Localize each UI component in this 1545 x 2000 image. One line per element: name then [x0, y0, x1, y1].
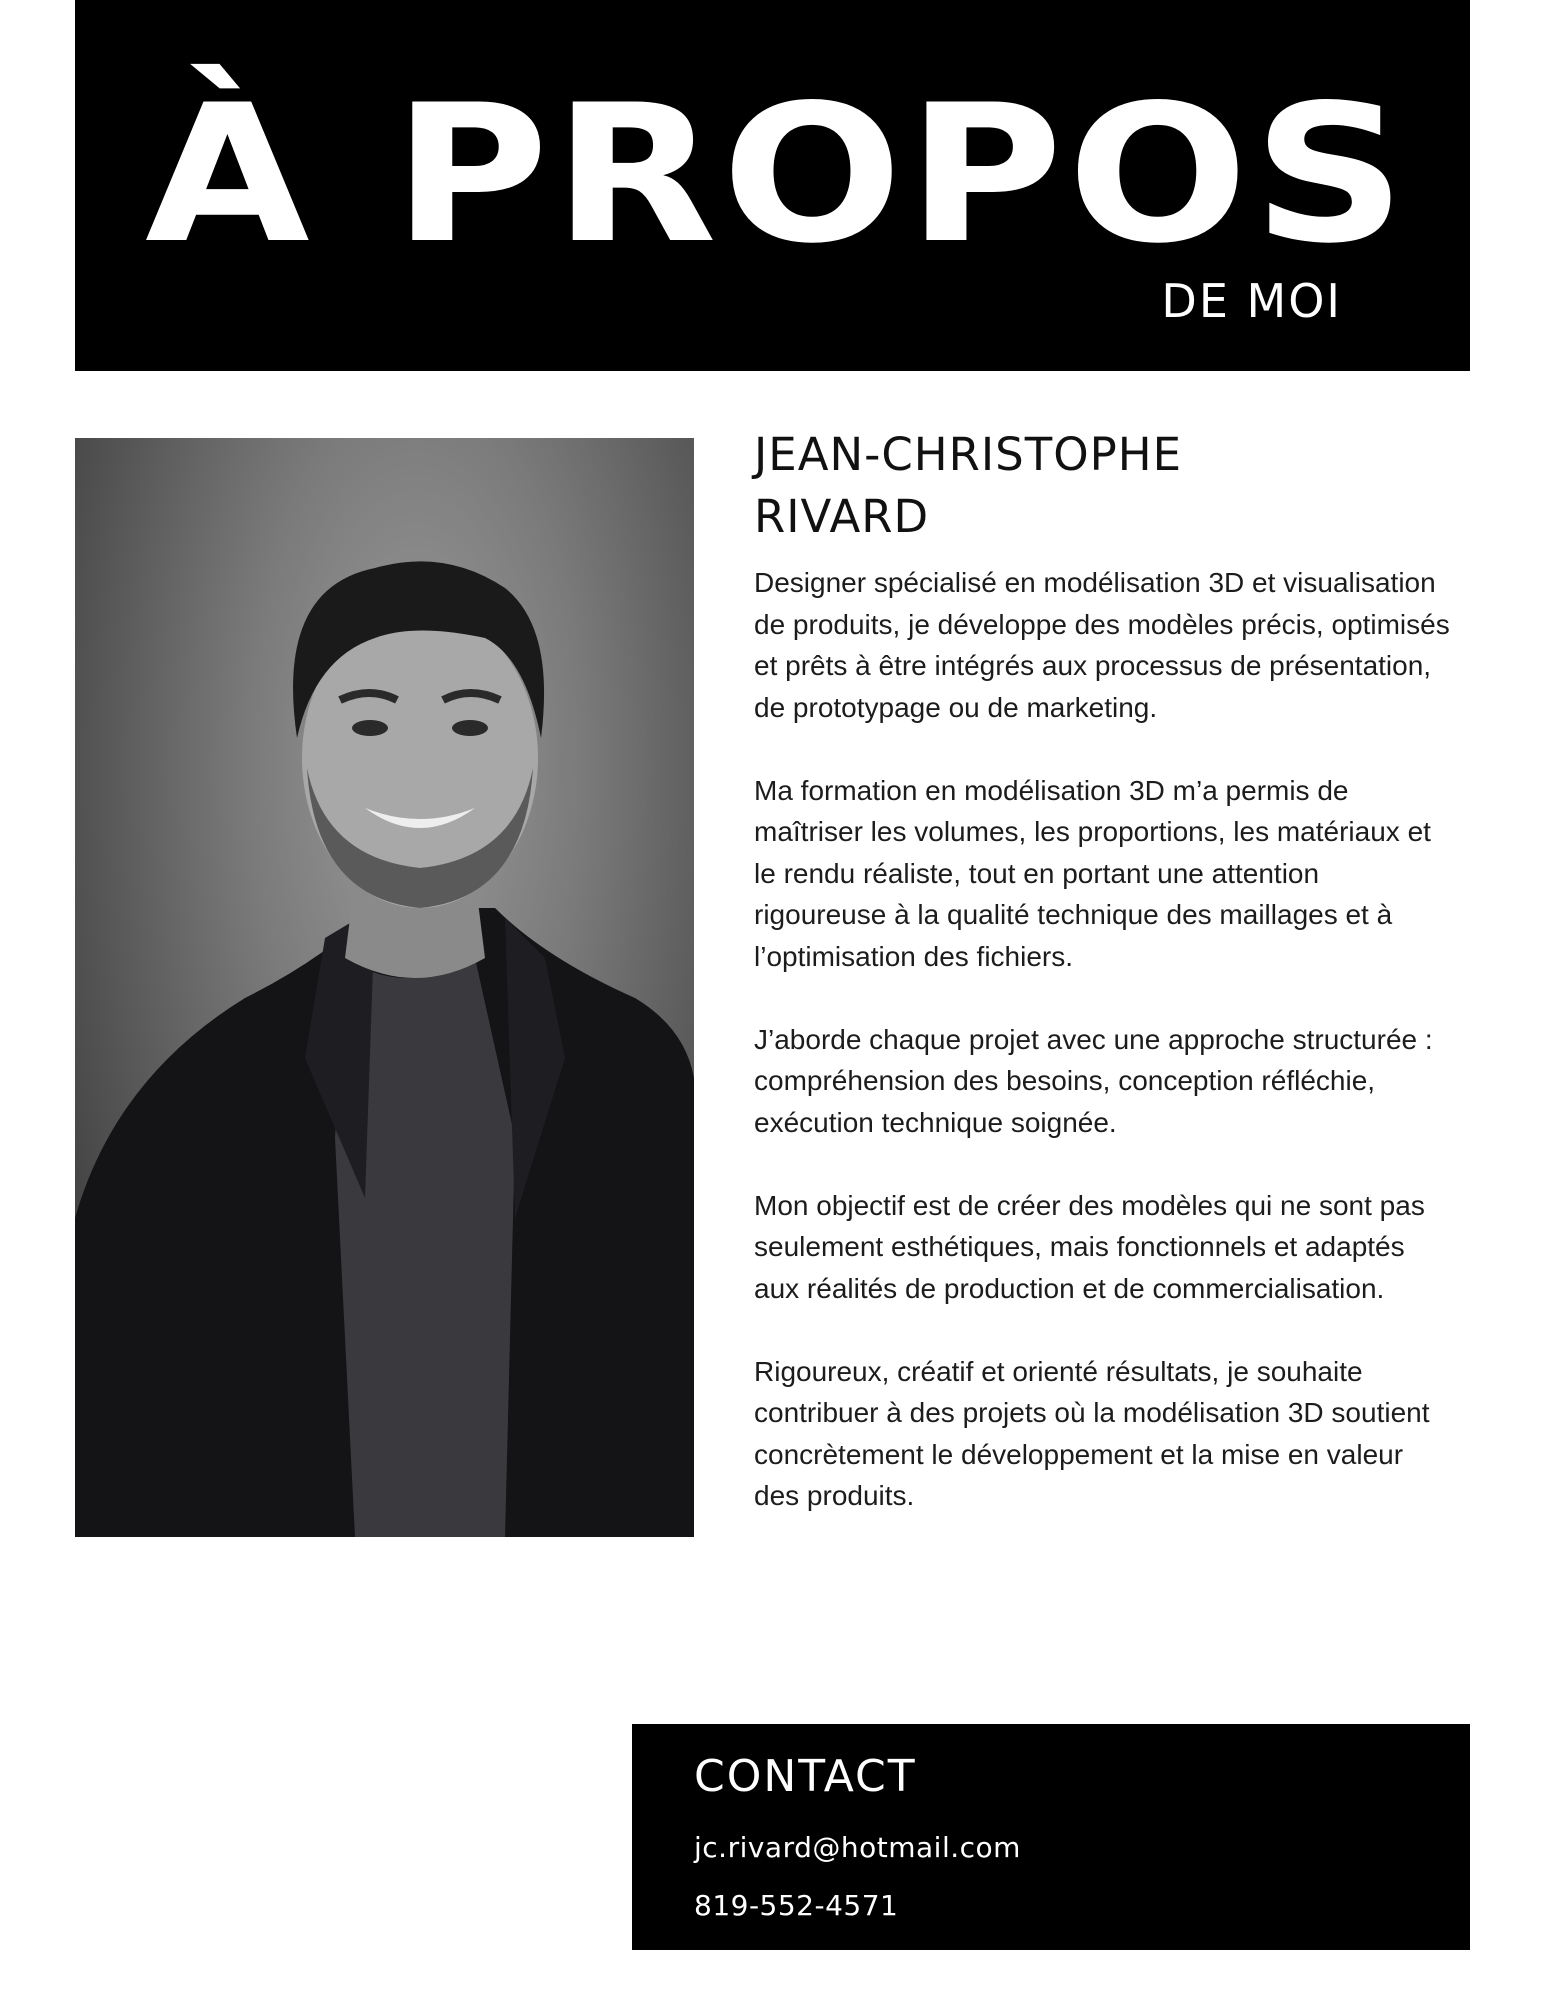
- bio-paragraph: Ma formation en modélisation 3D m’a permis de maîtriser les volumes, les proportions, les matériaux et le rendu réaliste, tout en portant une attention rigoureuse à la qualité technique des maillages et à l’optimisation des fichiers.: [754, 774, 1431, 972]
- bio-paragraph: Designer spécialisé en modélisation 3D et visualisation de produits, je développe des modèles précis, optimisés et prêts à être intégrés aux processus de présentation, de prototypage ou de marketing.: [754, 567, 1450, 723]
- contact-title: CONTACT: [694, 1751, 917, 1802]
- profile-name-first: JEAN-CHRISTOPHE: [754, 428, 1183, 481]
- bio-paragraph: J’aborde chaque projet avec une approche structurée : compréhension des besoins, conception réfléchie, exécution technique soignée.: [754, 1023, 1433, 1138]
- contact-email[interactable]: jc.rivard@hotmail.com: [694, 1831, 1021, 1864]
- contact-phone[interactable]: 819-552-4571: [694, 1889, 899, 1922]
- header-banner: [75, 0, 1470, 371]
- profile-name: [754, 424, 1454, 548]
- portrait-photo: [75, 438, 694, 1537]
- bio-text: [754, 562, 1454, 1558]
- bio-paragraph: Rigoureux, créatif et orienté résultats, je souhaite contribuer à des projets où la modélisation 3D soutient concrètement le développement et la mise en valeur des produits.: [754, 1355, 1430, 1511]
- portrait-illustration: [75, 438, 694, 1537]
- profile-name-last: RIVARD: [754, 490, 930, 543]
- page-subtitle: DE MOI: [1161, 274, 1342, 328]
- bio-paragraph: Mon objectif est de créer des modèles qui ne sont pas seulement esthétiques, mais fonctionnels et adaptés aux réalités de production et de commercialisation.: [754, 1189, 1425, 1304]
- page-title: À PROPOS: [145, 64, 1411, 285]
- contact-box: [632, 1724, 1470, 1950]
